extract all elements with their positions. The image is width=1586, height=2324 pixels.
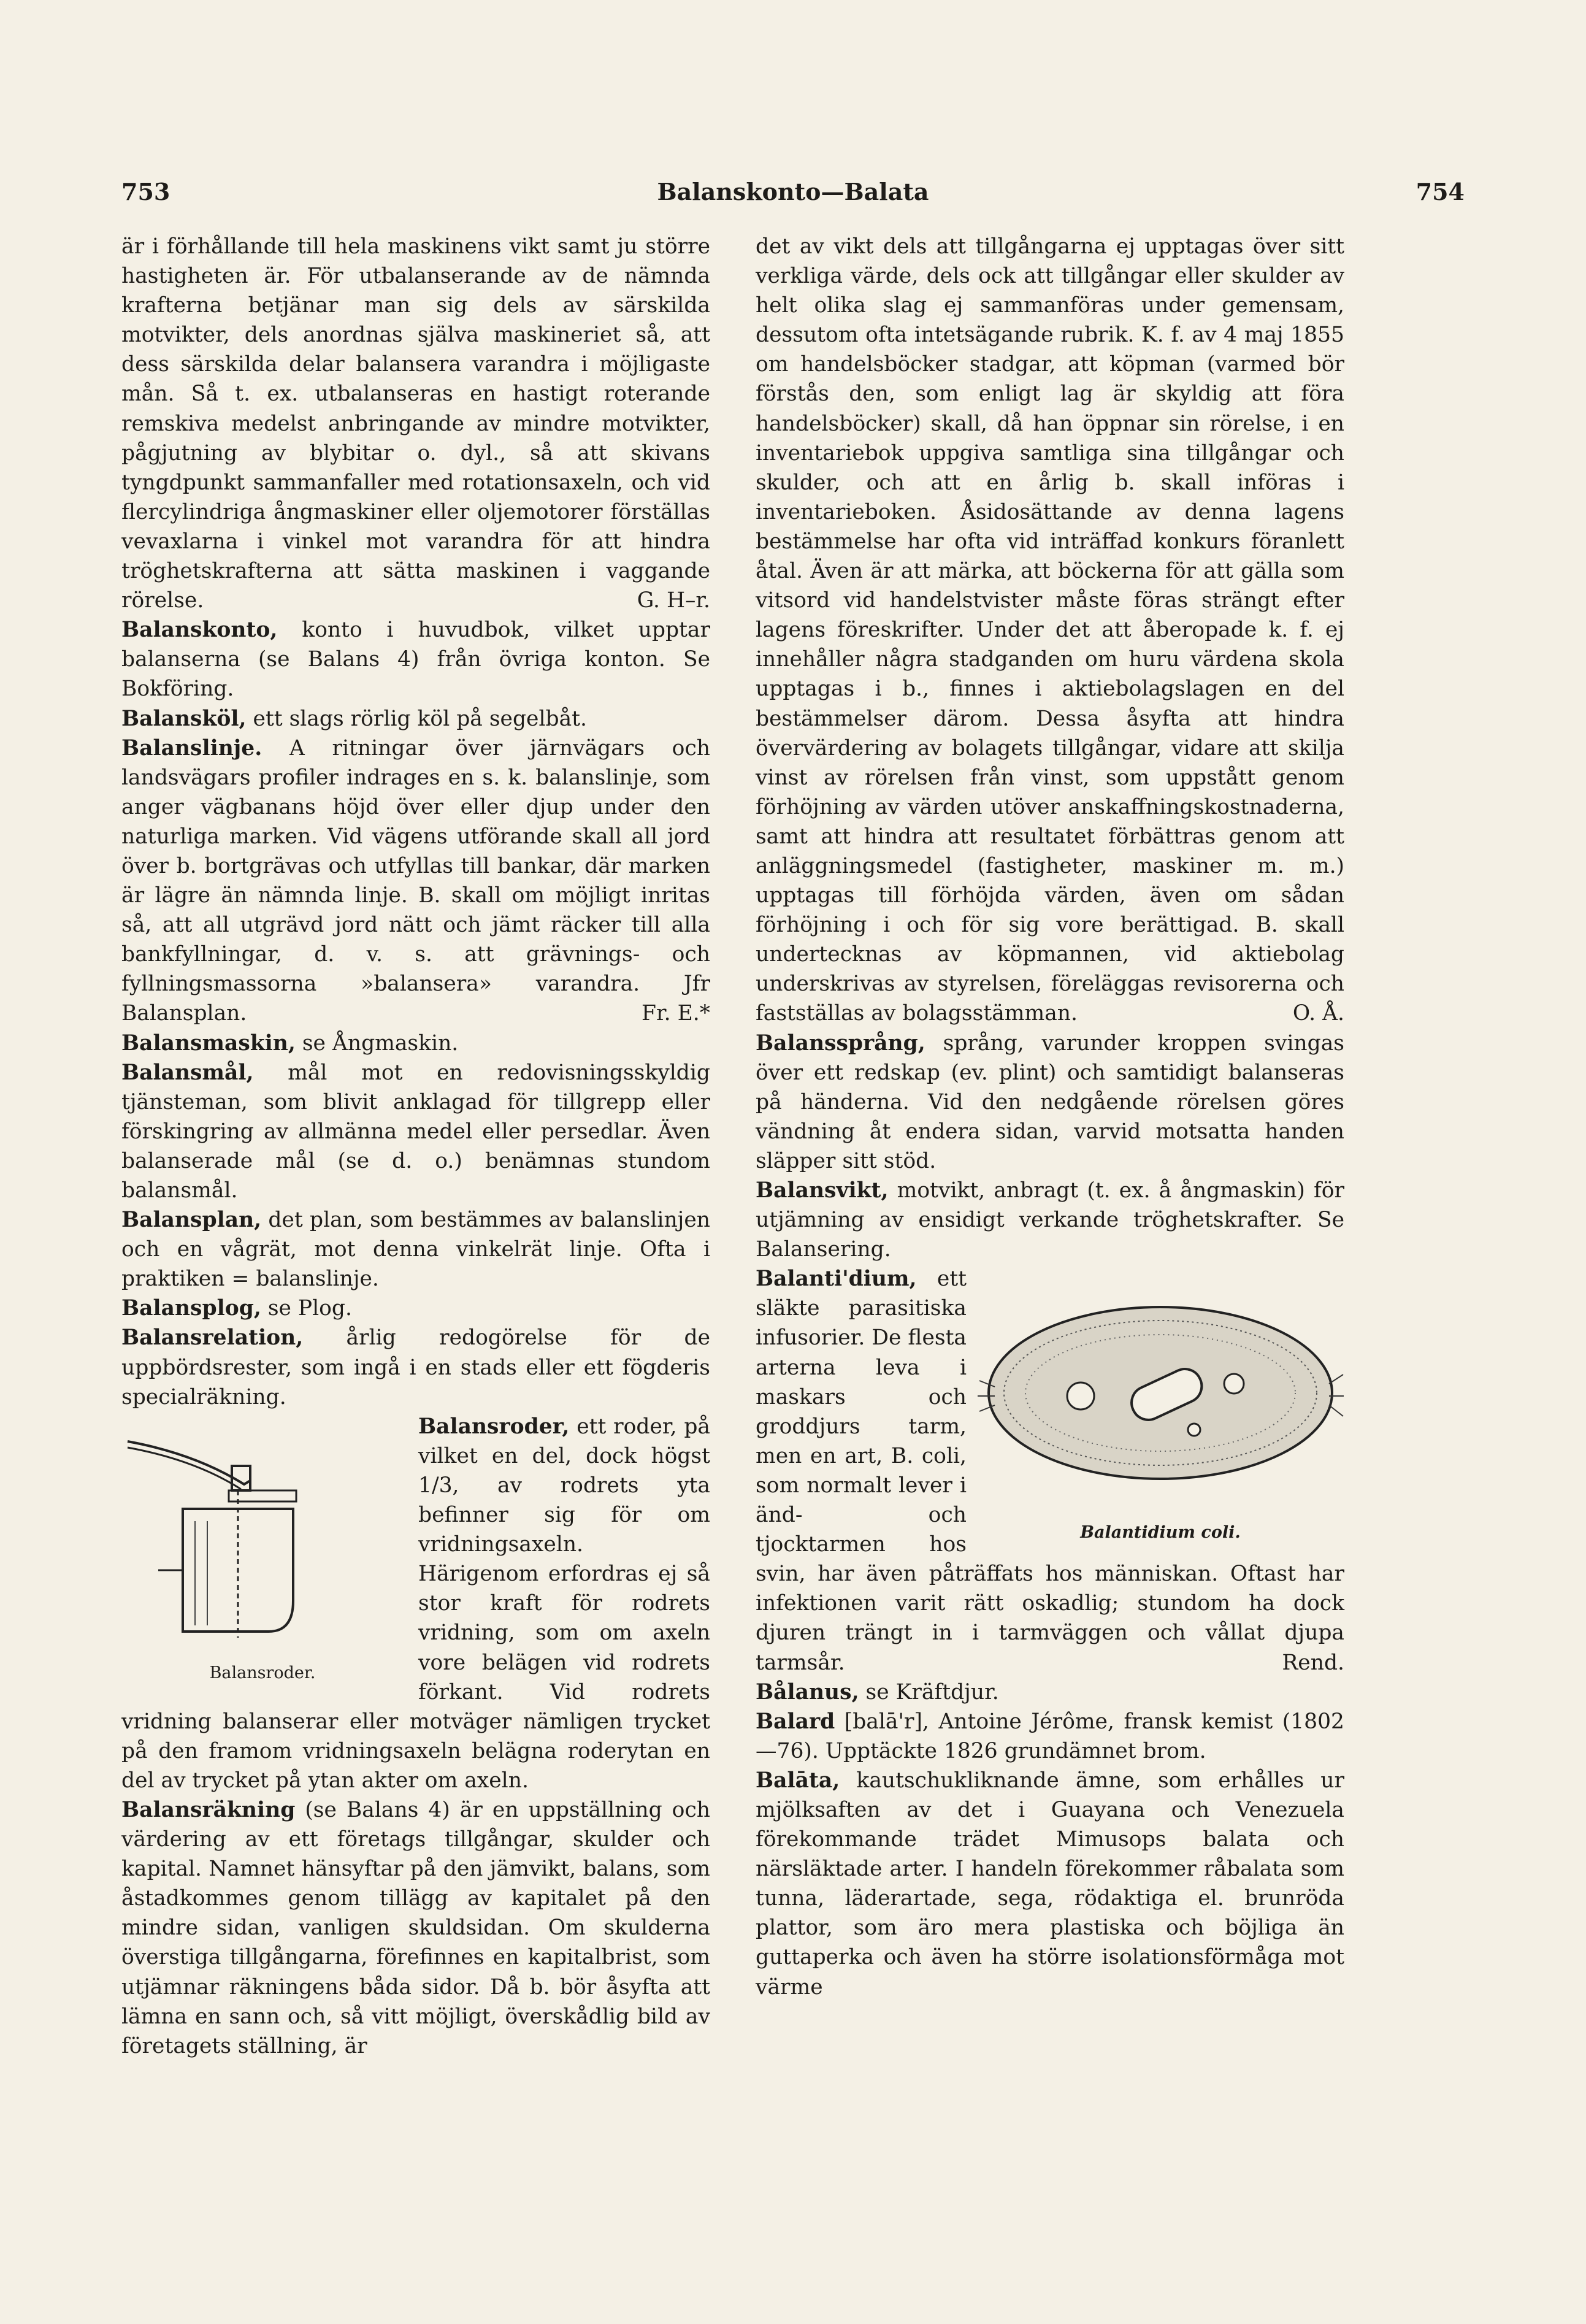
rudder-illustration [121,1417,404,1674]
headword: Bålanus, [756,1679,859,1705]
entry-balanus: Bålanus, se Kräftdjur. [756,1679,999,1705]
headword: Balanskonto, [121,618,278,643]
page-number-right: 754 [1416,178,1465,205]
headword: Balansrelation, [121,1325,304,1351]
entry-balanssprang: Balanssprång, språng, varunder kroppen svingas över ett redskap (ev. plint) och samtidigt balanseras på händerna. Vid den nedgående rörelsen göres vändning åt endera sidan, varvid motsatta handen släpper sitt stöd. [756,1030,1344,1173]
left-column [121,232,710,2061]
headword: Balansköl, [121,706,247,731]
headword: Balansräkning [121,1797,296,1822]
entry-continued: är i förhållande till hela maskinens vikt samt ju större hastigheten är. För utbalanserande av de nämnda krafterna betjänar man sig dels av särskilda motvikter, dels anordnas själva maskineriet så, att dess särskilda delar balansera varandra i möjligaste mån. Så t. ex. utbalanseras en hastigt roterande remskiva medelst anbringande av mindre motvikter, pågjutning av blybitar o. dyl., så att skivans tyngdpunkt sammanfaller med rotationsaxeln, och vid flercylindriga ångmaskiner eller oljemotorer förställas vevaxlarna i vinkel mot varandra för att hindra tröghetskrafterna att sätta maskinen i vaggande rörelse. G. H–r. [121,232,710,615]
entry-balansrelation: Balansrelation, årlig redogörelse för de uppbördsrester, som ingå i en stads eller ett fögderis specialräkning. [121,1325,710,1409]
page-header [121,178,1465,215]
figure-caption: Balantidium coli. [1080,1523,1241,1543]
entry-balansvikt: Balansvikt, motvikt, anbragt (t. ex. å ångmaskin) för utjämning av ensidigt verkande tröghetskrafter. Se Balansering. [756,1178,1344,1262]
entry-balard: Balard [balā'r], Antoine Jérôme, fransk kemist (1802—76). Upptäckte 1826 grundämnet brom. [756,1709,1344,1763]
entry-balansmaskin: Balansmaskin, se Ångmaskin. [121,1030,459,1056]
right-column [756,232,1344,2002]
balantidium-illustration [976,1264,1344,1509]
headword: Balāta, [756,1768,840,1793]
headword: Balanslinje. [121,735,262,761]
headword: Balansmaskin, [121,1030,296,1056]
entry-balanskonto: Balanskonto, konto i huvudbok, vilket upptar balanserna (se Balans 4) från övriga konton. Se Bokföring. [121,618,710,702]
entry-balansrakning: Balansräkning (se Balans 4) är en uppställning och värdering av ett företags tillgångar, skulder och kapital. Namnet hänsyftar på den jämvikt, balans, som åstadkommes genom tillägg av kapitalet på den mindre sidan, vanligen skuldsidan. Om skulderna överstiga tillgångarna, förefinnes en kapitalbrist, som utjämnar räkningens båda sidor. Då b. bör åsyfta att lämna en sann och, så vitt möjligt, överskådlig bild av företagets ställning, är [121,1797,710,2058]
entry-balantidium: Balantidium coli. Balanti'dium, ett släkte parasitiska infusorier. De flesta arterna leva i maskars och groddjurs tarm, men en art, B. coli, som normalt lever i änd- och tjocktarmen hos svin, har även påträffats hos människan. Oftast har infektionen varit rätt oskadlig; stundom ha dock djuren trängt in i tarmväggen och vållat djupa tarmsår. Rend. [756,1264,1344,1677]
entry-continued-right: det av vikt dels att tillgångarna ej upptagas över sitt verkliga värde, dels ock att tillgångar eller skulder av helt olika slag ej sammanföras under gemensam, dessutom ofta intetsägande rubrik. K. f. av 4 maj 1855 om handelsböcker stadgar, att köpman (varmed bör förstås den, som enligt lag är skyldig att föra handelsböcker) skall, då han öppnar sin rörelse, i en inventariebok uppgiva samtliga sina tillgångar och skulder, och att en årlig b. skall införas i inventarieboken. Åsidosättande av denna lagens bestämmelse har ofta vid inträffad konkurs föranlett åtal. Även är att märka, att böckerna för att gälla som vitsord vid handelstvister måste föras strängt efter lagens föreskrifter. Under det att åberopade k. f. ej innehåller några stadganden om huru värdena skola upptagas i b., finnes i aktiebolagslagen en del bestämmelser därom. Dessa åsyfta att hindra övervärdering av bolagets tillgångar, vidare att skilja vinst av rörelsen från vinst, som uppstått genom förhöjning av värden utöver anskaffningskostnaderna, samt att hindra att resultatet förbättras genom att anläggningsmedel (fastigheter, maskiner m. m.) upptagas till förhöjda värden, även om sådan förhöjning i och för sig vore berättigad. B. skall undertecknas av köpmannen, vid aktiebolag underskrivas av styrelsen, föreläggas revisorerna och fastställas av bolagsstämman. O. Å. [756,232,1344,1029]
headword: Balansplog, [121,1296,261,1321]
running-title: Balanskonto—Balata [657,178,929,205]
page-number-left: 753 [121,178,170,205]
figure-caption: Balansroder. [209,1663,316,1682]
headword: Balansplan, [121,1208,262,1233]
headword: Balanti'dium, [756,1267,917,1292]
headword: Balanssprång, [756,1030,925,1056]
signature: O. Å. [1292,1001,1344,1026]
entry-balansmal: Balansmål, mål mot en redovisningsskyldig tjänsteman, som blivit anklagad för tillgrepp eller förskingring av allmänna medel eller persedlar. Även balanserade mål (se d. o.) benämnas stundom balansmål. [121,1060,710,1203]
headword: Balansmål, [121,1060,254,1085]
entry-balansplog: Balansplog, se Plog. [121,1296,352,1321]
figure-balantidium [976,1264,1344,1552]
entry-balansroder: Balansroder. Balansroder, ett roder, på vilket en del, dock högst 1/3, av rodrets yta befinner sig för om vridningsaxeln. Härigenom erfordras ej så stor kraft för rodrets vridning, som om axeln vore belägen vid rodrets förkant. Vid rodrets vridning balanserar eller motväger nämligen trycket på den framom vridningsaxeln belägna roderytan en del av trycket på ytan akter om axeln. [121,1414,710,1793]
headword: Balansroder, [418,1414,570,1439]
signature: Fr. E.* [642,1001,710,1026]
signature: Rend. [1282,1650,1344,1675]
entry-balanslinje: Balanslinje. A ritningar över järnvägars och landsvägars profiler indrages en s. k. balanslinje, som anger vägbanans höjd över eller djup under den naturliga marken. Vid vägens utförande skall all jord över b. bortgrävas och utfyllas till bankar, där marken är lägre än nämnda linje. B. skall om möjligt inritas så, att all utgrävd jord nätt och jämt räcker till alla bankfyllningar, d. v. s. att grävnings- och fyllningsmassorna »balansera» varandra. Jfr Balansplan. Fr. E.* [121,734,710,1029]
entry-balata: Balāta, kautschukliknande ämne, som erhålles ur mjölksaften av det i Guayana och Venezuela förekommande trädet Mimusops balata och närsläktade arter. I handeln förekommer råbalata som tunna, läderartade, sega, rödaktiga el. brunröda plattor, som äro mera plastiska och böjliga än guttaperka och även ha större isolationsförmåga mot värme [756,1768,1344,2000]
headword: Balard [756,1709,835,1734]
headword: Balansvikt, [756,1178,889,1203]
entry-balanskol: Balansköl, ett slags rörlig köl på segelbåt. [121,706,587,731]
entry-balansplan: Balansplan, det plan, som bestämmes av balanslinjen och en vågrät, mot denna vinkelrät linje. Ofta i praktiken = balanslinje. [121,1208,710,1292]
figure-balansroder [121,1417,404,1693]
signature: G. H–r. [637,588,710,613]
